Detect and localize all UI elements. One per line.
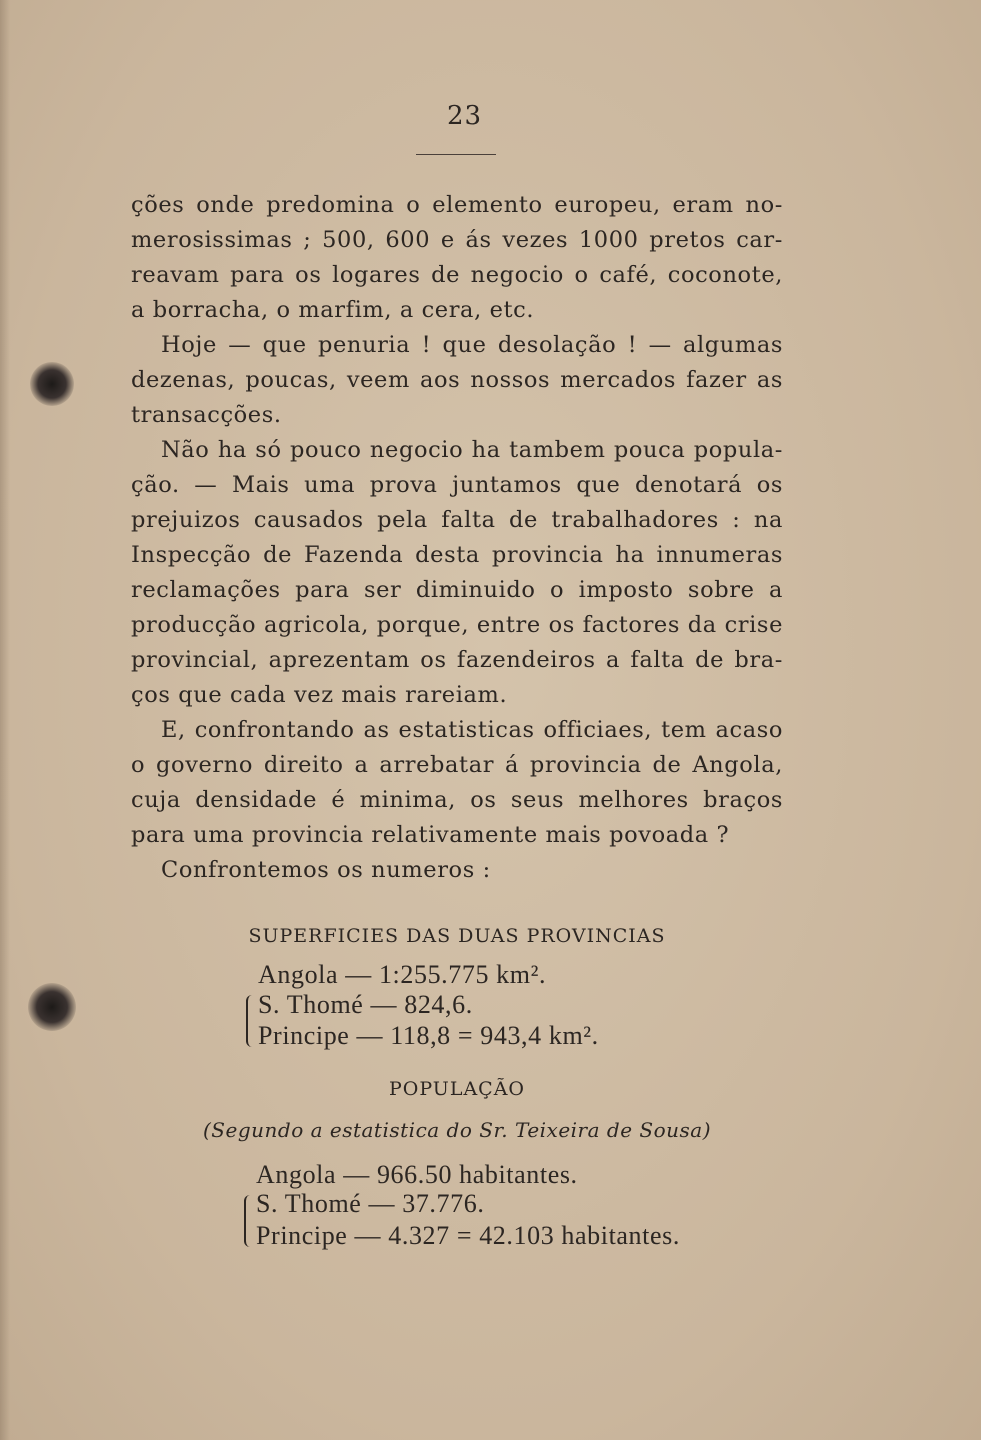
text-line: ções onde predomina o elemento europeu, eram no-	[131, 192, 783, 218]
main-paragraph	[131, 188, 783, 888]
text-line: Inspecção de Fazenda desta provincia ha innumeras	[131, 542, 783, 568]
text-line: cuja densidade é minima, os seus melhores braços	[131, 787, 783, 813]
text-line: o governo direito a arrebatar á provincia de Angola,	[131, 752, 783, 778]
text-line: transacções.	[131, 402, 282, 428]
text-line: para uma provincia relativamente mais povoada ?	[131, 822, 730, 848]
population-heading: POPULAÇÃO	[389, 1078, 525, 1100]
surface-brace	[246, 995, 256, 1047]
text-line: E, confrontando as estatisticas officiaes, tem acaso	[161, 717, 783, 743]
text-line: Confrontemos os numeros :	[161, 857, 491, 883]
population-brace	[244, 1195, 254, 1247]
text-line: reavam para os logares de negocio o café, coconote,	[131, 262, 783, 288]
binding-hole-bottom	[28, 983, 76, 1031]
header-rule	[416, 154, 496, 155]
text-line: merosissimas ; 500, 600 e ás vezes 1000 pretos car-	[131, 227, 783, 253]
binding-hole-top	[30, 362, 74, 406]
page-spine-shadow	[0, 0, 10, 1440]
text-line: dezenas, poucas, veem aos nossos mercados fazer as	[131, 367, 783, 393]
surface-heading: SUPERFICIES DAS DUAS PROVINCIAS	[248, 925, 666, 947]
text-line: prejuizos causados pela falta de trabalhadores : na	[131, 507, 783, 533]
population-angola: Angola — 966.50 habitantes.	[256, 1160, 578, 1189]
text-line: producção agricola, porque, entre os factores da crise	[131, 612, 783, 638]
text-line: Hoje — que penuria ! que desolação ! — algumas	[161, 332, 783, 358]
text-line: a borracha, o marfim, a cera, etc.	[131, 297, 535, 323]
text-line: Não ha só pouco negocio ha tambem pouca popula-	[161, 437, 783, 463]
text-line: ção. — Mais uma prova juntamos que denotará os	[131, 472, 783, 498]
page-number: 23	[447, 101, 483, 131]
text-line: ços que cada vez mais rareiam.	[131, 682, 508, 708]
text-line: reclamações para ser diminuido o imposto sobre a	[131, 577, 783, 603]
population-principe: Principe — 4.327 = 42.103 habitantes.	[256, 1221, 680, 1250]
population-source: (Segundo a estatistica do Sr. Teixeira de Sousa)	[202, 1118, 712, 1142]
surface-sao-tome: S. Thomé — 824,6.	[258, 990, 473, 1019]
surface-angola: Angola — 1:255.775 km².	[258, 960, 547, 989]
surface-principe: Principe — 118,8 = 943,4 km².	[258, 1021, 599, 1050]
text-line: provincial, aprezentam os fazendeiros a falta de bra-	[131, 647, 783, 673]
population-sao-tome: S. Thomé — 37.776.	[256, 1189, 485, 1218]
